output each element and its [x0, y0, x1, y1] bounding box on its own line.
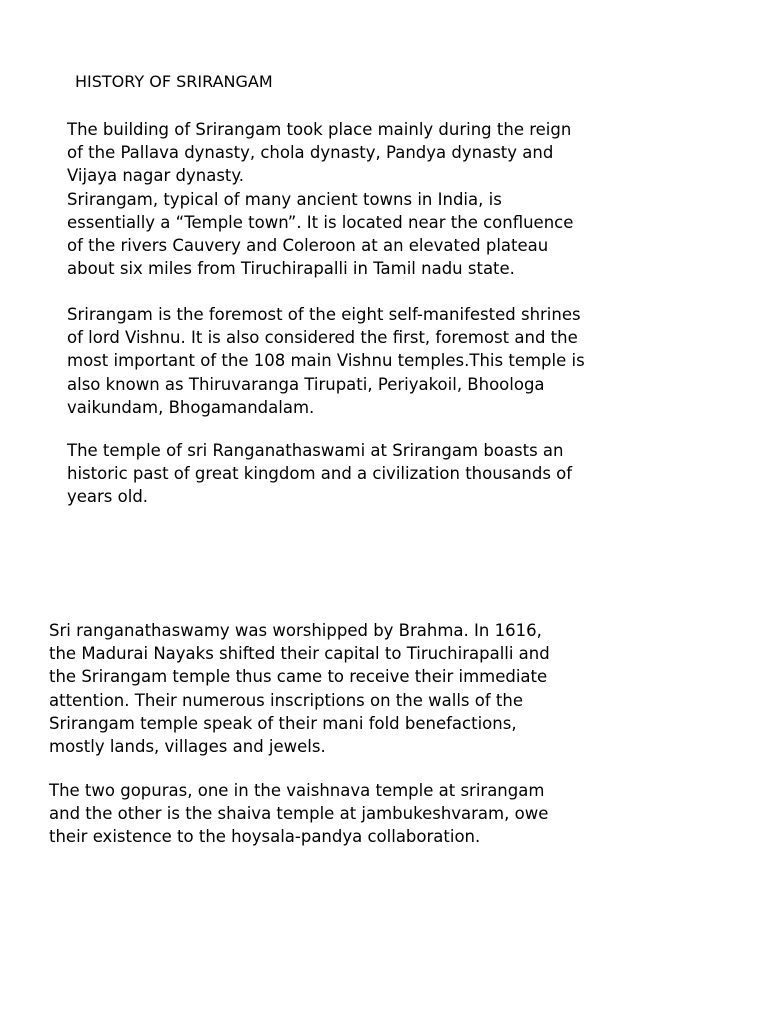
- text-line: Vijaya nagar dynasty.: [67, 166, 245, 186]
- text-line: of the rivers Cauvery and Coleroon at an elevated plateau: [67, 236, 549, 256]
- paragraph-gopuras: [49, 779, 548, 849]
- text-line: years old.: [67, 487, 149, 507]
- text-line: historic past of great kingdom and a civilization thousands of: [67, 464, 573, 484]
- text-line: vaikundam, Bhogamandalam.: [67, 397, 315, 417]
- paragraph-historic-past: [67, 439, 572, 509]
- text-line: the Srirangam temple thus came to receive their immediate: [49, 667, 548, 687]
- text-line: about six miles from Tiruchirapalli in Tamil nadu state.: [67, 259, 515, 279]
- text-line: Sri ranganathaswamy was worshipped by Brahma. In 1616,: [49, 621, 542, 640]
- text-line: The temple of sri Ranganathaswami at Srirangam boasts an: [67, 441, 564, 460]
- text-line: Srirangam is the foremost of the eight self-manifested shrines: [67, 305, 581, 324]
- text-line: their existence to the hoysala-pandya collaboration.: [49, 827, 481, 847]
- paragraph-foremost-shrine: [67, 303, 585, 419]
- text-line: the Madurai Nayaks shifted their capital to Tiruchirapalli and: [49, 644, 550, 664]
- paragraph-madurai-nayaks: [49, 619, 550, 758]
- text-line: Srirangam temple speak of their mani fold benefactions,: [49, 713, 517, 733]
- text-line: of lord Vishnu. It is also considered the first, foremost and the: [67, 328, 578, 348]
- text-line: attention. Their numerous inscriptions on the walls of the: [49, 690, 523, 710]
- text-line: and the other is the shaiva temple at jambukeshvaram, owe: [49, 804, 549, 824]
- paragraph-building-history: [67, 118, 573, 280]
- text-line: The two gopuras, one in the vaishnava temple at srirangam: [49, 781, 545, 800]
- text-line: of the Pallava dynasty, chola dynasty, Pandya dynasty and: [67, 143, 554, 163]
- text-line: mostly lands, villages and jewels.: [49, 737, 326, 757]
- text-line: also known as Thiruvaranga Tirupati, Periyakoil, Bhoologa: [67, 374, 545, 394]
- text-line: The building of Srirangam took place mainly during the reign: [67, 120, 572, 139]
- document-title: HISTORY OF SRIRANGAM: [75, 72, 273, 91]
- text-line: most important of the 108 main Vishnu temples.This temple is: [67, 351, 585, 371]
- text-line: essentially a “Temple town”. It is located near the confluence: [67, 212, 574, 232]
- text-line: Srirangam, typical of many ancient towns in India, is: [67, 189, 502, 209]
